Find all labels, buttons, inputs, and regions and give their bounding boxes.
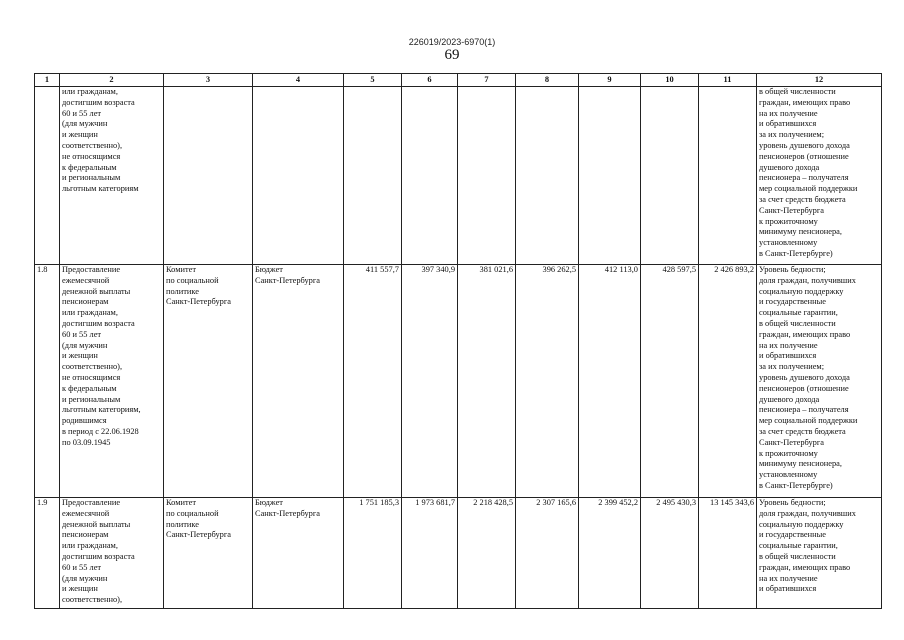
value-col10 xyxy=(641,87,699,265)
column-header: 9 xyxy=(579,74,641,87)
column-header: 3 xyxy=(164,74,253,87)
funding-source: Бюджет Санкт-Петербурга xyxy=(253,498,344,609)
program-table xyxy=(34,73,882,609)
value-col6: 397 340,9 xyxy=(402,265,458,498)
value-col8: 2 307 165,6 xyxy=(516,498,579,609)
column-header: 10 xyxy=(641,74,699,87)
column-header: 1 xyxy=(35,74,60,87)
value-col9: 2 399 452,2 xyxy=(579,498,641,609)
executor: Комитет по социальной политике Санкт-Петербурга xyxy=(164,498,253,609)
table-header-row xyxy=(35,74,882,87)
column-header: 8 xyxy=(516,74,579,87)
column-header: 11 xyxy=(699,74,757,87)
funding-source xyxy=(253,87,344,265)
value-col8 xyxy=(516,87,579,265)
table-row xyxy=(35,87,882,265)
indicator-text: в общей численности граждан, имеющих право на их получение и обратившихся за их получением; уровень душевого дохода пенсионеров (отношение душевого дохода пенсионера – получателя мер социальной поддержки за счет средств бюджета Санкт-Петербурга к прожиточному минимуму пенсионера, установленному в Санкт-Петербурге) xyxy=(757,87,882,265)
indicator-text: Уровень бедности; доля граждан, получивших социальную поддержку и государственные социальные гарантии, в общей численности граждан, имеющих право на их получение и обратившихся xyxy=(757,498,882,609)
executor: Комитет по социальной политике Санкт-Петербурга xyxy=(164,265,253,498)
column-header: 5 xyxy=(344,74,402,87)
row-number xyxy=(35,87,60,265)
column-header: 12 xyxy=(757,74,882,87)
value-col8: 396 262,5 xyxy=(516,265,579,498)
activity-name: Предоставление ежемесячной денежной выплаты пенсионерам или гражданам, достигшим возраста 60 и 55 лет (для мужчин и женщин соответственно), не относящимся к федеральным и региональным льготным категориям, родившимся в период с 22.06.1928 по 03.09.1945 xyxy=(60,265,164,498)
value-col10: 2 495 430,3 xyxy=(641,498,699,609)
value-col6 xyxy=(402,87,458,265)
value-total: 2 426 893,2 xyxy=(699,265,757,498)
indicator-text: Уровень бедности; доля граждан, получивших социальную поддержку и государственные социальные гарантии, в общей численности граждан, имеющих право на их получение и обратившихся за их получением; уровень душевого дохода пенсионеров (отношение душевого дохода пенсионера – получателя мер социальной поддержки за счет средств бюджета Санкт-Петербурга к прожиточному минимуму пенсионера, установленному в Санкт-Петербурге) xyxy=(757,265,882,498)
value-col6: 1 973 681,7 xyxy=(402,498,458,609)
value-col10: 428 597,5 xyxy=(641,265,699,498)
row-number: 1.9 xyxy=(35,498,60,609)
table-row xyxy=(35,498,882,609)
value-col7 xyxy=(458,87,516,265)
value-col7: 2 218 428,5 xyxy=(458,498,516,609)
column-header: 4 xyxy=(253,74,344,87)
value-total: 13 145 343,6 xyxy=(699,498,757,609)
column-header: 6 xyxy=(402,74,458,87)
value-total xyxy=(699,87,757,265)
value-col5: 411 557,7 xyxy=(344,265,402,498)
activity-name: или гражданам, достигшим возраста 60 и 55 лет (для мужчин и женщин соответственно), не относящимся к федеральным и региональным льготным категориям xyxy=(60,87,164,265)
executor xyxy=(164,87,253,265)
document-id: 226019/2023-6970(1) xyxy=(408,37,496,47)
column-header: 2 xyxy=(60,74,164,87)
funding-source: Бюджет Санкт-Петербурга xyxy=(253,265,344,498)
column-header: 7 xyxy=(458,74,516,87)
row-number: 1.8 xyxy=(35,265,60,498)
value-col9: 412 113,0 xyxy=(579,265,641,498)
value-col9 xyxy=(579,87,641,265)
value-col5: 1 751 185,3 xyxy=(344,498,402,609)
page-number: 69 xyxy=(444,47,460,63)
value-col5 xyxy=(344,87,402,265)
activity-name: Предоставление ежемесячной денежной выплаты пенсионерам или гражданам, достигшим возраста 60 и 55 лет (для мужчин и женщин соответственно), xyxy=(60,498,164,609)
table-row xyxy=(35,265,882,498)
value-col7: 381 021,6 xyxy=(458,265,516,498)
